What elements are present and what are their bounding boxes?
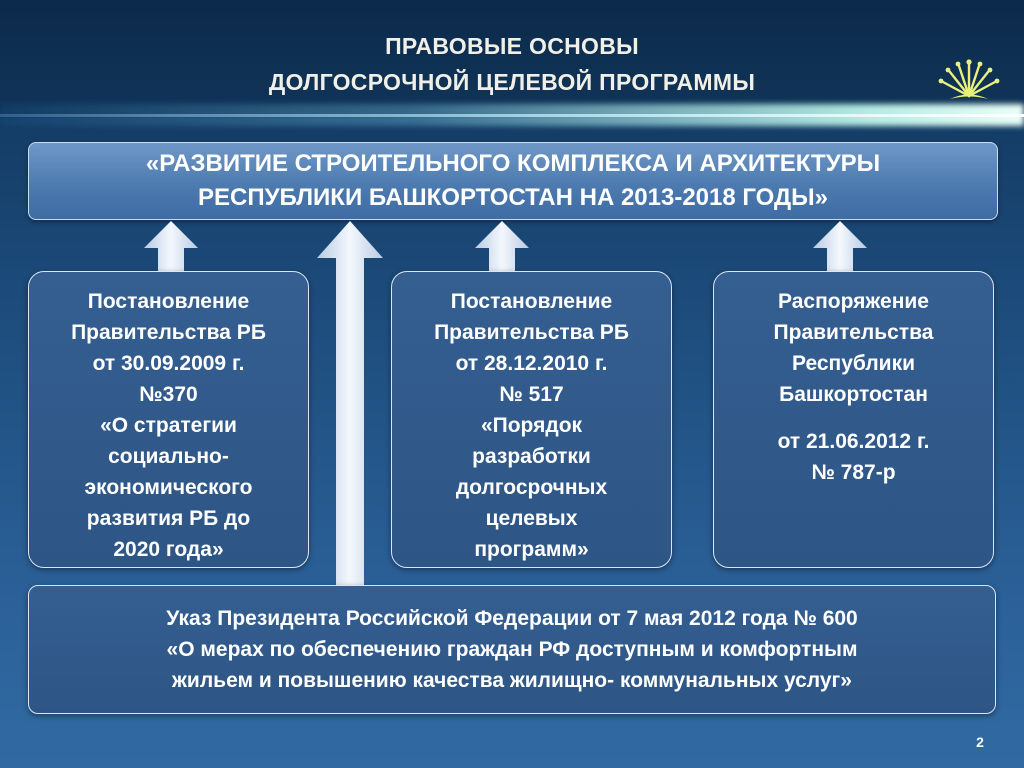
card-line: социально- (108, 445, 229, 468)
card-line: Постановление (87, 290, 250, 313)
card-line: Постановление (450, 290, 613, 313)
card-line: развития РБ до (86, 507, 251, 530)
card-line: от 30.09.2009 г. (92, 352, 245, 375)
card-line: № 517 (499, 383, 564, 406)
card-line: от 21.06.2012 г. (777, 430, 930, 453)
decree-line: «О мерах по обеспечению граждан РФ доступным и комфортным (166, 638, 858, 661)
card-line: 2020 года» (113, 538, 224, 561)
document-card-3 (713, 271, 994, 568)
card-line: долгосрочных (455, 476, 608, 499)
card-line: № 787-р (811, 461, 896, 484)
card-line: от 28.12.2010 г. (455, 352, 608, 375)
up-arrow-icon (317, 221, 383, 585)
up-arrow-icon (144, 221, 198, 271)
card-line: Правительства РБ (71, 321, 266, 344)
card-line: Распоряжение (778, 290, 929, 313)
title-line: ДОЛГОСРОЧНОЙ ЦЕЛЕВОЙ ПРОГРАММЫ (268, 69, 756, 95)
up-arrow-icon (813, 221, 867, 271)
card-line: №370 (139, 383, 198, 406)
program-title-line: РЕСПУБЛИКИ БАШКОРТОСТАН НА 2013-2018 ГОДЫ» (198, 184, 828, 211)
decree-line: жильем и повышению качества жилищно- коммунальных услуг» (172, 669, 852, 692)
presidential-decree-box (28, 585, 996, 714)
card-line: Правительства РБ (434, 321, 629, 344)
card-line: «Порядок (480, 414, 583, 437)
program-title-line: «РАЗВИТИЕ СТРОИТЕЛЬНОГО КОМПЛЕКСА И АРХИТЕКТУРЫ (145, 150, 881, 177)
decree-line: Указ Президента Российской Федерации от 7 мая 2012 года № 600 (166, 607, 858, 630)
card-line: разработки (472, 445, 591, 468)
card-line: Башкортостан (779, 383, 928, 406)
card-line: «О стратегии (100, 414, 237, 437)
document-card-2 (391, 271, 672, 568)
card-line: программ» (474, 538, 589, 561)
document-card-1 (28, 271, 309, 568)
page-number: 2 (976, 734, 984, 750)
card-line: Республики (791, 352, 916, 375)
card-line: Правительства (773, 321, 934, 344)
card-line: экономического (84, 476, 253, 499)
title-line: ПРАВОВЫЕ ОСНОВЫ (385, 33, 639, 59)
up-arrow-icon (475, 221, 529, 271)
card-line: целевых (485, 507, 578, 530)
card-spacer (714, 410, 993, 426)
